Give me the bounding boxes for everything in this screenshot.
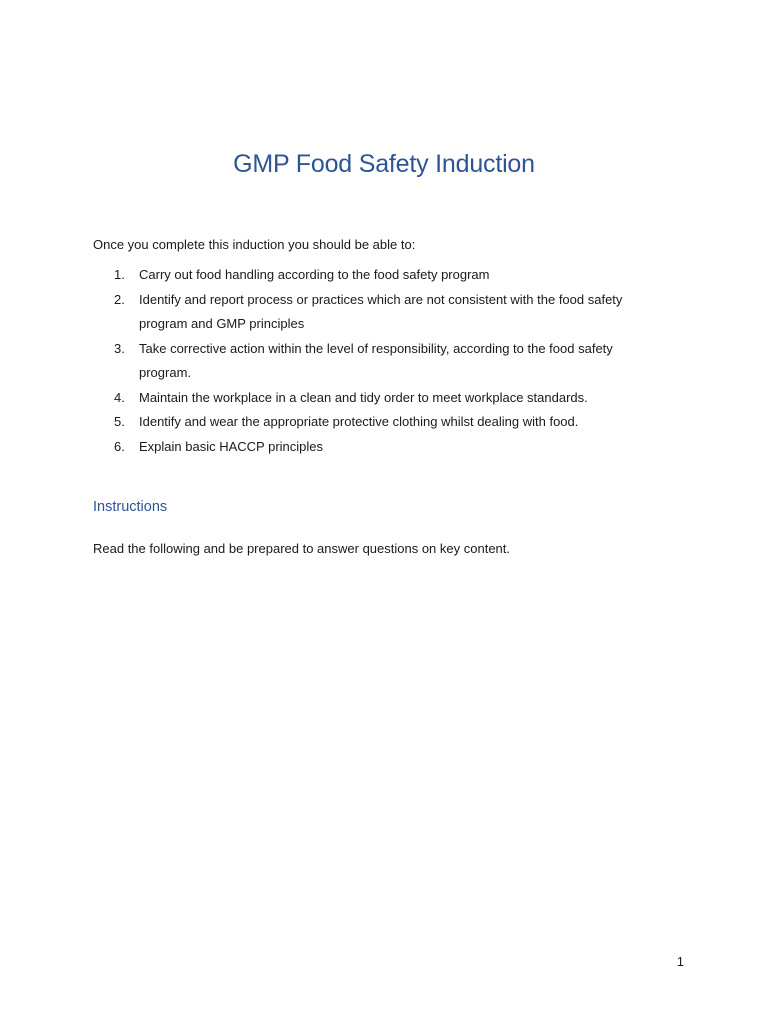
list-item-text: Identify and wear the appropriate protective clothing whilst dealing with food.: [139, 414, 579, 429]
list-item-number: 1.: [114, 267, 125, 282]
list-item-number: 2.: [114, 291, 125, 307]
list-item-number: 6.: [114, 438, 125, 454]
list-item-number: 4.: [114, 389, 125, 405]
objectives-list: [114, 263, 644, 459]
list-item-text: Maintain the workplace in a clean and tidy order to meet workplace standards.: [139, 389, 588, 405]
list-item: [114, 288, 644, 337]
list-item: [114, 410, 644, 435]
instructions-heading: Instructions: [93, 499, 168, 515]
list-item-text: Identify and report process or practices which are not consistent with the food safety program and GMP principles: [139, 291, 623, 331]
list-item: [114, 386, 644, 411]
list-item: [114, 435, 644, 460]
list-item-text: Explain basic HACCP principles: [139, 438, 324, 454]
list-item-text: Take corrective action within the level of responsibility, according to the food safety program.: [139, 340, 613, 380]
list-item-text: Carry out food handling according to the food safety program: [139, 267, 490, 282]
list-item-number: 3.: [114, 340, 125, 356]
list-item-number: 5.: [114, 414, 125, 429]
list-item: [114, 263, 644, 288]
page-number: 1: [676, 954, 684, 969]
intro-text: Once you complete this induction you should be able to:: [93, 237, 416, 252]
instructions-text: Read the following and be prepared to answer questions on key content.: [93, 541, 510, 556]
page-title: GMP Food Safety Induction: [233, 150, 535, 178]
list-item: [114, 337, 644, 386]
